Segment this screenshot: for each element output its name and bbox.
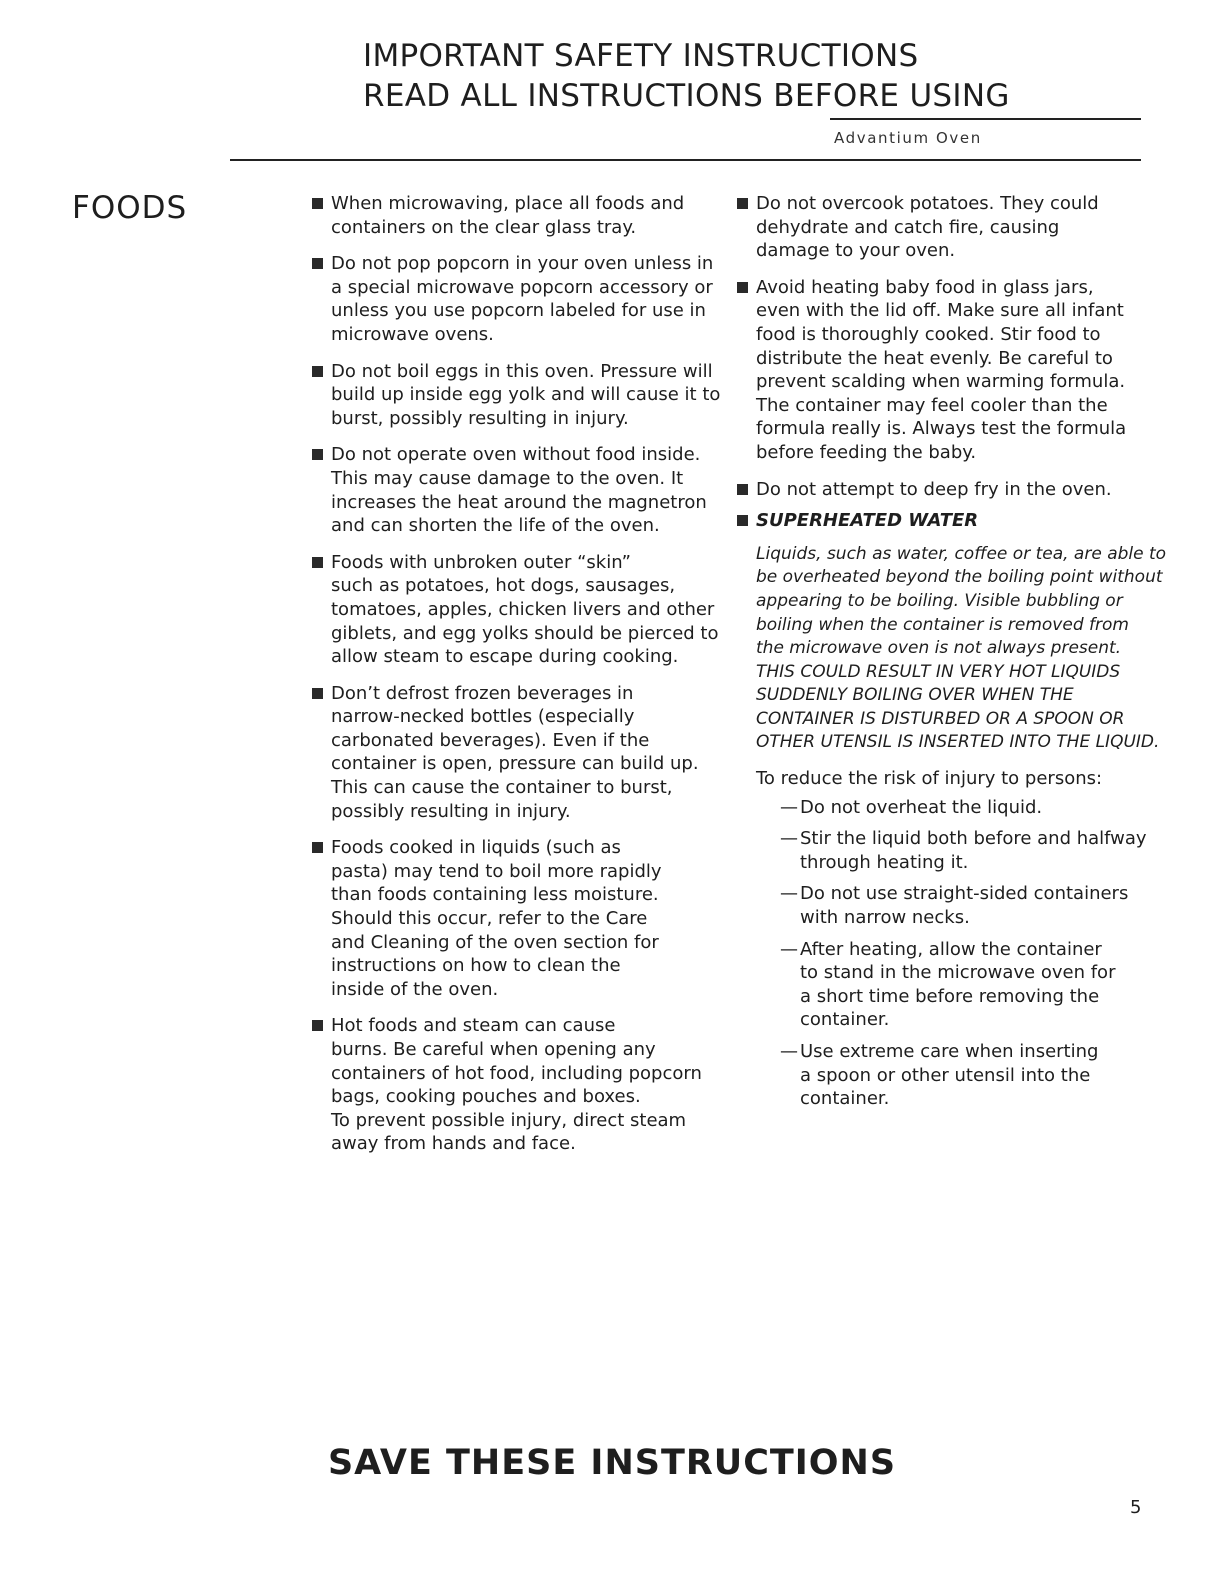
text-line: and Cleaning of the oven section for: [331, 931, 659, 953]
text-line: away from hands and face.: [331, 1133, 576, 1155]
text-line: the microwave oven is not always present.: [756, 638, 1122, 659]
text-line: inside of the oven.: [331, 978, 499, 1000]
text-line: Hot foods and steam can cause: [331, 1015, 616, 1037]
text-line: Foods with unbroken outer “skin”: [331, 551, 631, 573]
square-bullet-icon: [312, 688, 323, 699]
left-column: [310, 192, 725, 1169]
text-line: increases the heat around the magnetron: [331, 491, 707, 513]
text-line: Do not overheat the liquid.: [800, 796, 1043, 818]
text-line: To prevent possible injury, direct steam: [331, 1109, 687, 1131]
text-line: When microwaving, place all foods and: [331, 193, 685, 214]
text-line: food is thoroughly cooked. Stir food to: [756, 323, 1101, 345]
text-line: giblets, and egg yolks should be pierced to: [331, 622, 719, 644]
dash-item: [780, 938, 1155, 1032]
superheated-water-item: [735, 509, 1167, 1111]
text-line: narrow-necked bottles (especially: [331, 706, 635, 728]
text-line: Don’t defrost frozen beverages in: [331, 682, 634, 704]
text-line: Liquids, such as water, coffee or tea, are able to: [756, 543, 1167, 564]
text-line: a spoon or other utensil into the: [800, 1064, 1091, 1086]
text-line: prevent scalding when warming formula.: [756, 371, 1126, 393]
dash-item: [780, 827, 1155, 874]
bullet-item: [310, 836, 725, 1001]
dash-item: [780, 1040, 1155, 1111]
text-line: container.: [800, 1009, 890, 1031]
bullet-item: [310, 252, 725, 346]
text-line: Do not use straight-sided containers: [800, 883, 1129, 905]
square-bullet-icon: [312, 198, 323, 209]
bullet-item: [310, 443, 725, 537]
bullet-item: [310, 682, 725, 824]
superheated-warning-text: [735, 543, 1167, 755]
text-line: appearing to be boiling. Visible bubbling or: [756, 590, 1123, 611]
text-line: be overheated beyond the boiling point without: [756, 567, 1163, 588]
text-line: distribute the heat evenly. Be careful to: [756, 347, 1113, 369]
text-line: OTHER UTENSIL IS INSERTED INTO THE LIQUID.: [756, 732, 1160, 753]
text-line: than foods containing less moisture.: [331, 884, 659, 906]
bullet-item: [310, 1014, 725, 1156]
title-underline: [830, 118, 1141, 120]
dash-icon: —: [780, 883, 798, 905]
text-line: instructions on how to clean the: [331, 955, 621, 977]
text-line: After heating, allow the container: [800, 938, 1102, 960]
square-bullet-icon: [737, 282, 748, 293]
text-line: Do not boil eggs in this oven. Pressure will: [331, 360, 713, 382]
text-line: before feeding the baby.: [756, 441, 977, 463]
square-bullet-icon: [312, 449, 323, 460]
square-bullet-icon: [737, 515, 748, 526]
text-line: bags, cooking pouches and boxes.: [331, 1086, 641, 1108]
text-line: burst, possibly resulting in injury.: [331, 407, 629, 429]
text-line: and can shorten the life of the oven.: [331, 515, 660, 537]
bullet-item: [735, 192, 1155, 263]
text-line: Foods cooked in liquids (such as: [331, 837, 621, 859]
text-line: damage to your oven.: [756, 240, 956, 262]
square-bullet-icon: [312, 366, 323, 377]
left-bullet-list: [310, 192, 725, 1156]
text-line: Avoid heating baby food in glass jars,: [756, 276, 1094, 298]
text-line: The container may feel cooler than the: [756, 394, 1108, 416]
bullet-item: [735, 478, 1155, 502]
page-number: 5: [1130, 1497, 1142, 1518]
text-line: Stir the liquid both before and halfway: [800, 828, 1147, 850]
dash-item: [780, 796, 1155, 820]
title-line-1: IMPORTANT SAFETY INSTRUCTIONS: [363, 38, 919, 74]
text-line: THIS COULD RESULT IN VERY HOT LIQUIDS: [756, 661, 1121, 682]
bullet-item: [310, 192, 725, 239]
square-bullet-icon: [737, 198, 748, 209]
dash-icon: —: [780, 938, 798, 960]
text-line: Do not operate oven without food inside.: [331, 444, 701, 466]
text-line: carbonated beverages). Even if the: [331, 729, 650, 751]
text-line: boiling when the container is removed from: [756, 614, 1129, 635]
text-line: Should this occur, refer to the Care: [331, 908, 648, 930]
text-line: burns. Be careful when opening any: [331, 1039, 656, 1060]
text-line: This may cause damage to the oven. It: [331, 467, 684, 489]
text-line: containers of hot food, including popcorn: [331, 1062, 702, 1084]
square-bullet-icon: [312, 842, 323, 853]
text-line: build up inside egg yolk and will cause it to: [331, 384, 721, 406]
superheated-heading: SUPERHEATED WATER: [756, 510, 979, 532]
title-line-2: READ ALL INSTRUCTIONS BEFORE USING: [363, 78, 1010, 114]
square-bullet-icon: [312, 258, 323, 269]
text-line: through heating it.: [800, 851, 969, 873]
text-line: with narrow necks.: [800, 907, 970, 929]
text-line: such as potatoes, hot dogs, sausages,: [331, 575, 676, 597]
text-line: a special microwave popcorn accessory or: [331, 276, 713, 298]
text-line: microwave ovens.: [331, 323, 494, 345]
dash-item: [780, 882, 1155, 929]
bullet-item: [310, 360, 725, 431]
text-line: container.: [800, 1088, 890, 1110]
text-line: pasta) may tend to boil more rapidly: [331, 860, 662, 882]
text-line: Use extreme care when inserting: [800, 1041, 1099, 1062]
dash-icon: —: [780, 796, 798, 818]
right-bullet-list: [735, 192, 1155, 501]
dash-icon: —: [780, 828, 798, 850]
bullet-item: [735, 276, 1155, 465]
text-line: container is open, pressure can build up.: [331, 753, 699, 775]
square-bullet-icon: [312, 557, 323, 568]
text-line: even with the lid off. Make sure all infant: [756, 300, 1124, 322]
section-title: FOODS: [72, 190, 188, 226]
risk-intro: To reduce the risk of injury to persons:: [756, 768, 1103, 790]
product-name: Advantium Oven: [834, 129, 982, 147]
precaution-list: [735, 796, 1155, 1111]
text-line: Do not overcook potatoes. They could: [756, 193, 1099, 214]
text-line: CONTAINER IS DISTURBED OR A SPOON OR: [756, 708, 1125, 729]
text-line: Do not attempt to deep fry in the oven.: [756, 478, 1112, 500]
header-divider: [230, 159, 1141, 161]
page-title: [363, 36, 1083, 116]
text-line: formula really is. Always test the formula: [756, 418, 1127, 440]
square-bullet-icon: [737, 484, 748, 495]
bullet-item: [310, 551, 725, 669]
text-line: SUDDENLY BOILING OVER WHEN THE: [756, 685, 1074, 706]
right-column: [735, 192, 1167, 1119]
text-line: tomatoes, apples, chicken livers and other: [331, 598, 715, 620]
dash-icon: —: [780, 1041, 798, 1062]
text-line: to stand in the microwave oven for: [800, 962, 1116, 984]
text-line: dehydrate and catch fire, causing: [756, 216, 1060, 238]
text-line: Do not pop popcorn in your oven unless in: [331, 253, 714, 275]
save-instructions-banner: SAVE THESE INSTRUCTIONS: [327, 1443, 897, 1483]
text-line: containers on the clear glass tray.: [331, 216, 637, 238]
text-line: allow steam to escape during cooking.: [331, 646, 679, 668]
text-line: possibly resulting in injury.: [331, 800, 571, 822]
text-line: unless you use popcorn labeled for use in: [331, 300, 706, 322]
text-line: This can cause the container to burst,: [331, 777, 673, 799]
square-bullet-icon: [312, 1020, 323, 1031]
text-line: a short time before removing the: [800, 985, 1100, 1007]
